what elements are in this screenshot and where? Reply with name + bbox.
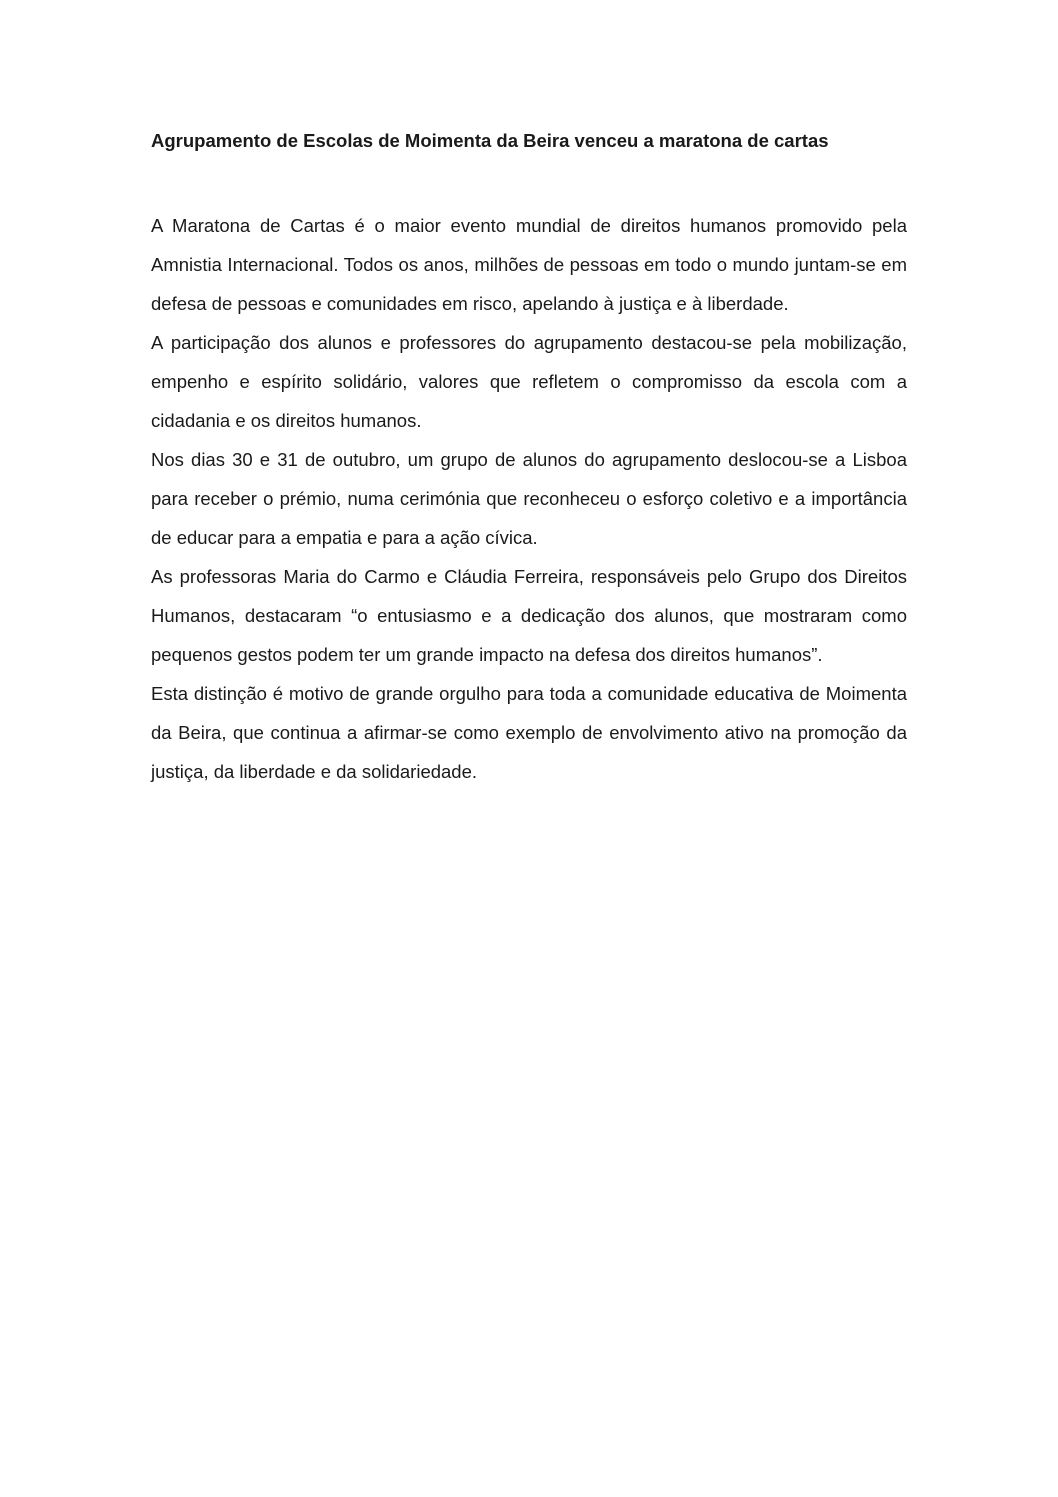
article-title: Agrupamento de Escolas de Moimenta da Beira venceu a maratona de cartas: [151, 130, 829, 151]
paragraph-maratona-intro: A Maratona de Cartas é o maior evento mundial de direitos humanos promovido pela Amnistia Internacional. Todos os anos, milhões de pessoas em todo o mundo juntam-se em defesa de pessoas e comunidades em risco, apelando à justiça e à liberdade.: [151, 215, 907, 314]
paragraph-participation: A participação dos alunos e professores do agrupamento destacou-se pela mobilização, empenho e espírito solidário, valores que refletem o compromisso da escola com a cidadania e os direitos humanos.: [151, 332, 907, 431]
article-content: [151, 124, 907, 791]
paragraph-teachers-quote: As professoras Maria do Carmo e Cláudia Ferreira, responsáveis pelo Grupo dos Direitos Humanos, destacaram “o entusiasmo e a dedicação dos alunos, que mostraram como pequenos gestos podem ter um grande impacto na defesa dos direitos humanos”.: [151, 566, 907, 665]
paragraph-distinction: Esta distinção é motivo de grande orgulho para toda a comunidade educativa de Moimenta da Beira, que continua a afirmar-se como exemplo de envolvimento ativo na promoção da justiça, da liberdade e da solidariedade.: [151, 683, 907, 782]
article-body: [151, 206, 907, 791]
paragraph-lisboa-award: Nos dias 30 e 31 de outubro, um grupo de alunos do agrupamento deslocou-se a Lisboa para receber o prémio, numa cerimónia que reconheceu o esforço coletivo e a importância de educar para a empatia e para a ação cívica.: [151, 449, 907, 548]
